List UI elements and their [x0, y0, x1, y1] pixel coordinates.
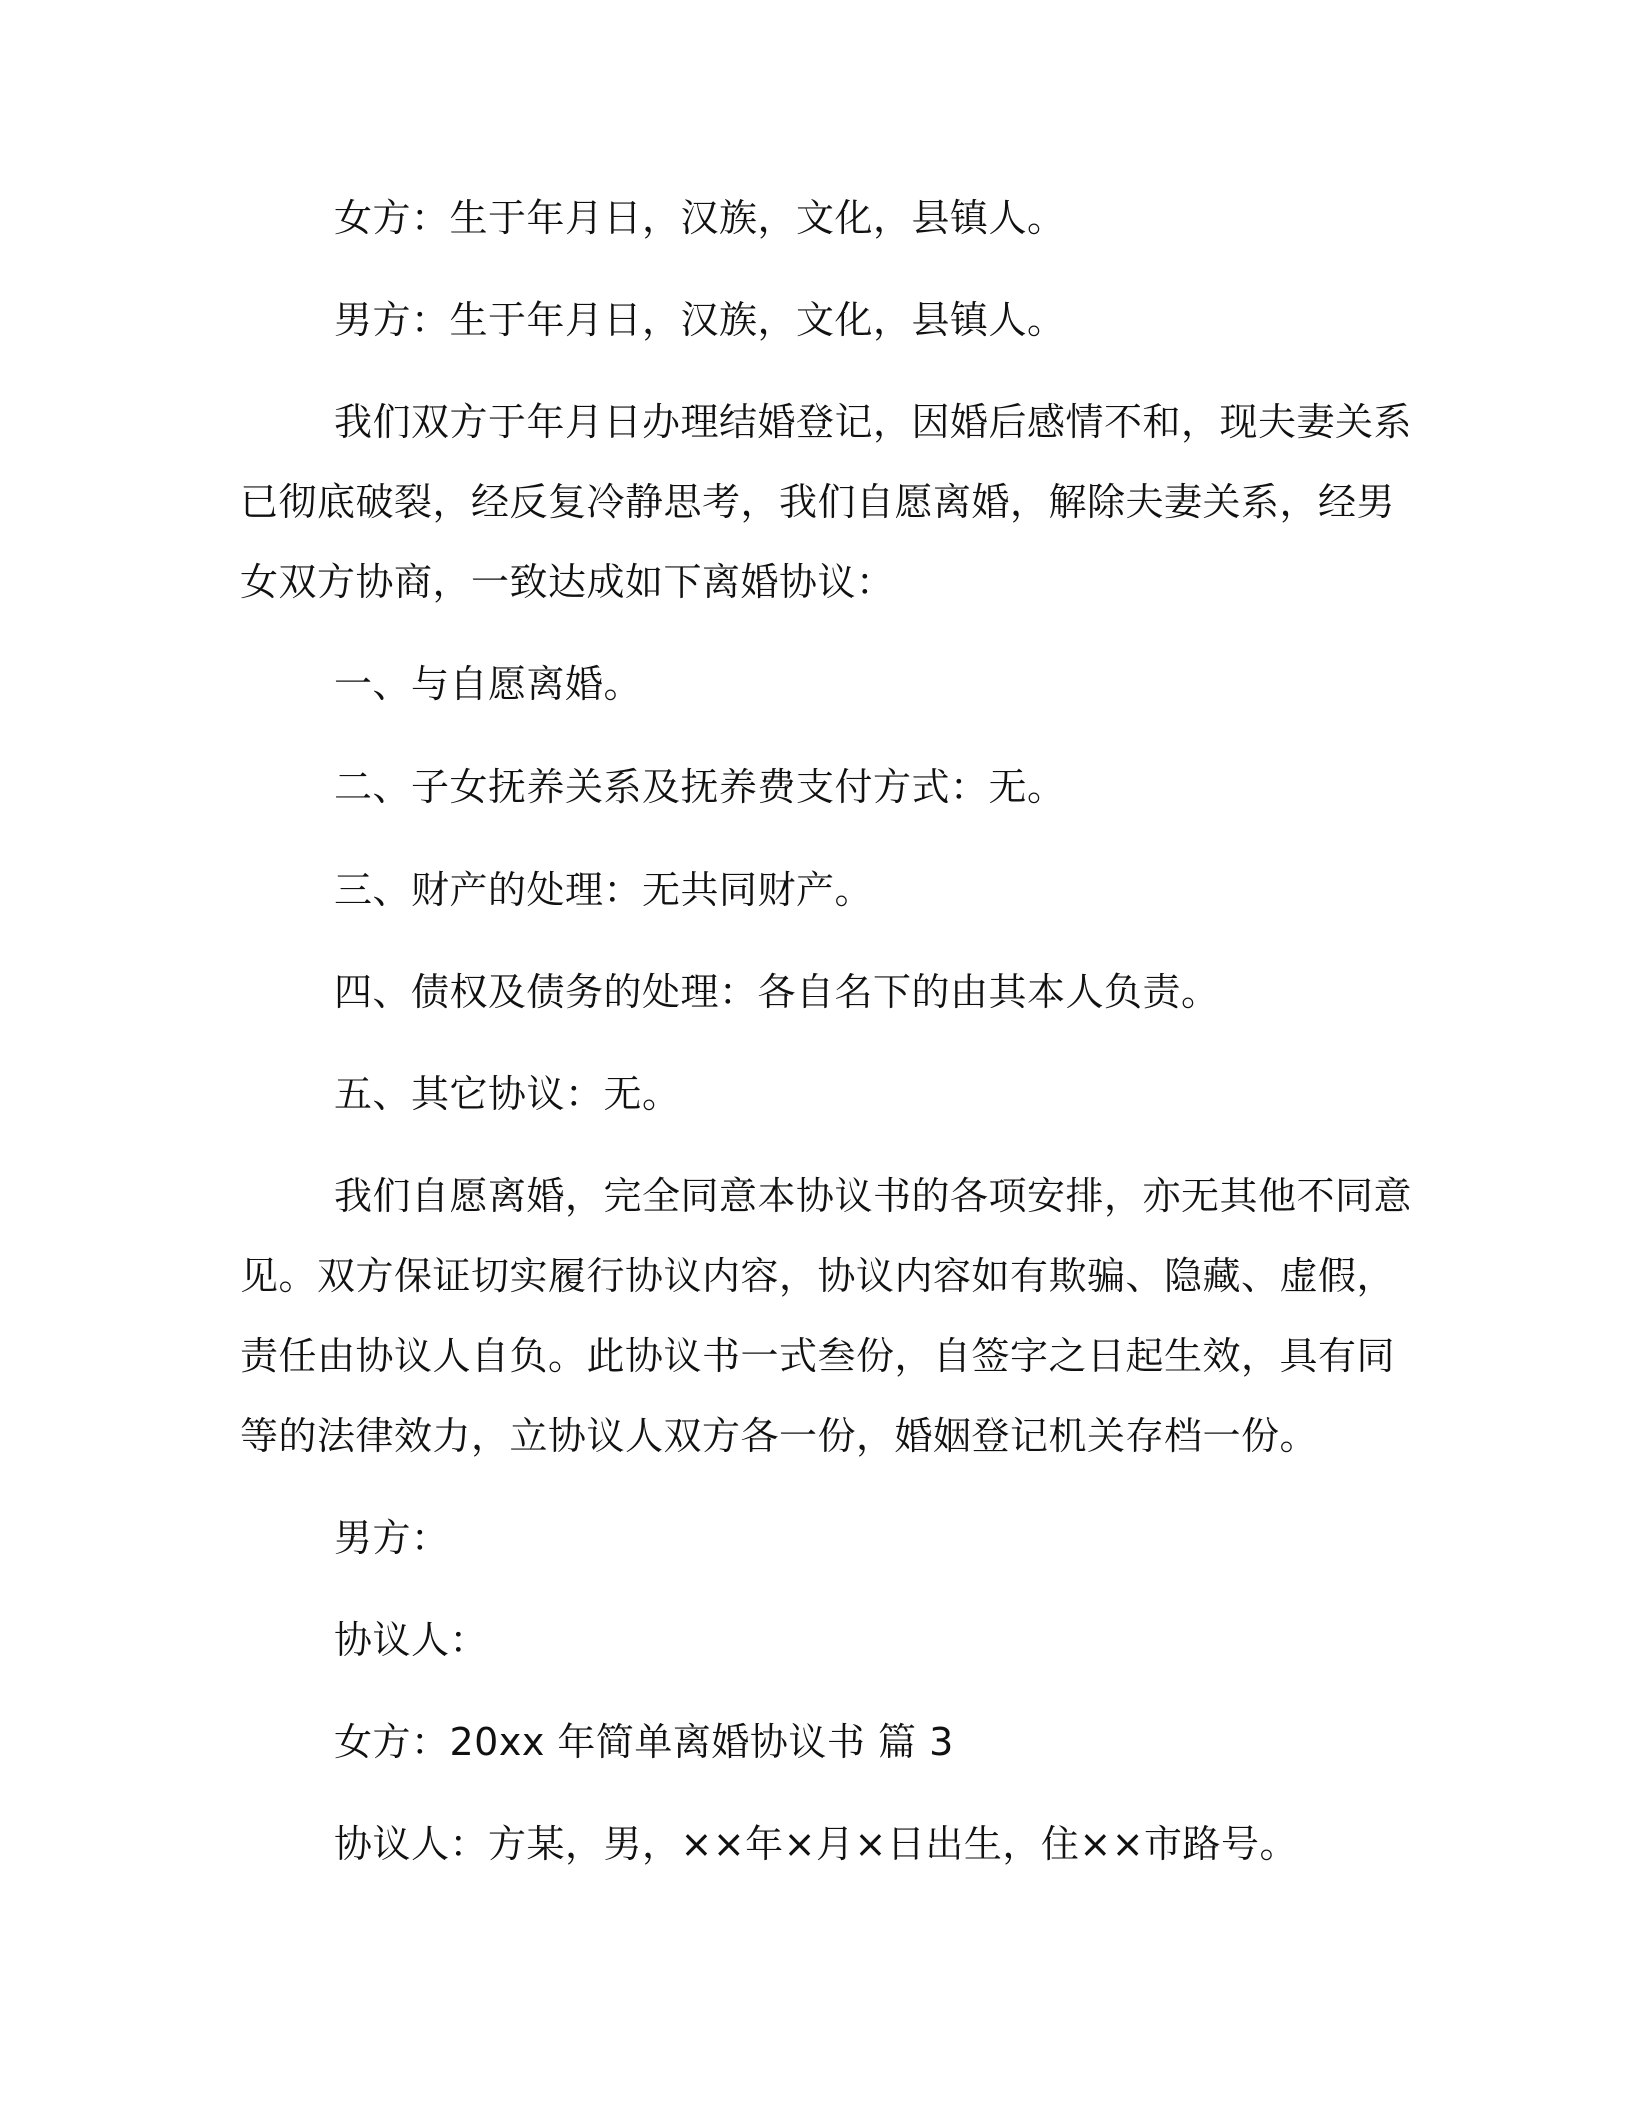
clause-5: 五、其它协议：无。 [334, 1072, 681, 1116]
agreement-intro-line-3: 女双方协商，一致达成如下离婚协议： [240, 560, 895, 604]
clause-3: 三、财产的处理：无共同财产。 [334, 868, 874, 912]
closing-paragraph-line-4: 等的法律效力，立协议人双方各一份，婚姻登记机关存档一份。 [240, 1414, 1319, 1458]
signature-male-label: 男方： [334, 1516, 450, 1560]
party-details: 协议人：方某，男，××年×月×日出生，住××市路号。 [334, 1822, 1299, 1866]
agreement-intro-line-2: 已彻底破裂，经反复冷静思考，我们自愿离婚，解除夫妻关系，经男 [240, 480, 1396, 524]
section-heading-3: 女方：20xx 年简单离婚协议书 篇 3 [334, 1720, 954, 1764]
closing-paragraph-line-3: 责任由协议人自负。此协议书一式叁份，自签字之日起生效，具有同 [240, 1334, 1396, 1378]
closing-paragraph-line-1: 我们自愿离婚，完全同意本协议书的各项安排，亦无其他不同意 [334, 1174, 1413, 1218]
clause-2: 二、子女抚养关系及抚养费支付方式：无。 [334, 765, 1066, 809]
male-party-info: 男方：生于年月日，汉族，文化，县镇人。 [334, 298, 1066, 342]
clause-4: 四、债权及债务的处理：各自名下的由其本人负责。 [334, 970, 1220, 1014]
closing-paragraph-line-2: 见。双方保证切实履行协议内容，协议内容如有欺骗、隐藏、虚假， [240, 1254, 1396, 1298]
female-party-info: 女方：生于年月日，汉族，文化，县镇人。 [334, 196, 1066, 240]
agreement-intro-line-1: 我们双方于年月日办理结婚登记，因婚后感情不和，现夫妻关系 [334, 400, 1413, 444]
signature-party-label: 协议人： [334, 1618, 489, 1662]
clause-1: 一、与自愿离婚。 [334, 662, 643, 706]
